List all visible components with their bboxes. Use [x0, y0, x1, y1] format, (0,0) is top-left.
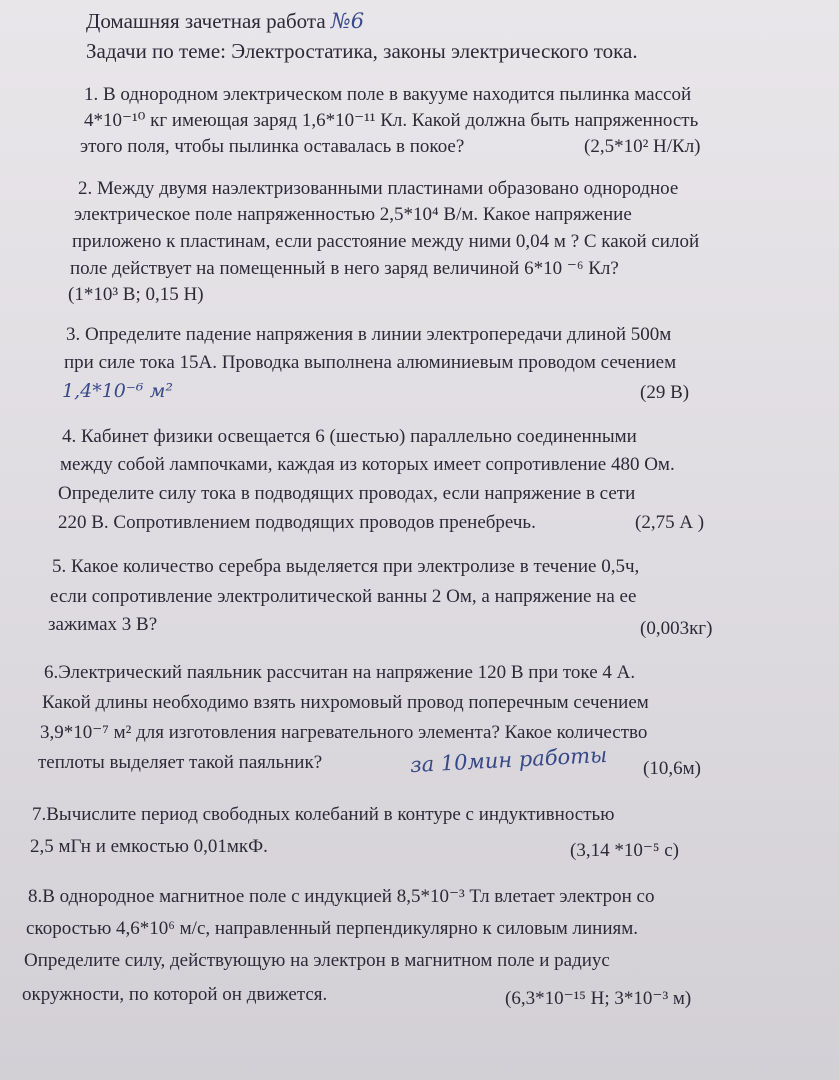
task-6-line: Какой длины необходимо взять нихромовый провод поперечным сечением — [42, 692, 649, 713]
task-5-line: если сопротивление электролитической ванны 2 Ом, а напряжение на ее — [50, 586, 637, 607]
task-4-line: между собой лампочками, каждая из которых имеет сопротивление 480 Ом. — [60, 454, 675, 475]
task-4-line: 220 В. Сопротивлением подводящих проводов пренебречь. — [58, 512, 536, 533]
task-3-answer: (29 В) — [640, 382, 690, 403]
document-title: Домашняя зачетная работа №6 — [86, 9, 365, 33]
task-8-answer: (6,3*10⁻¹⁵ Н; 3*10⁻³ м) — [505, 988, 692, 1009]
task-6-answer: (10,6м) — [643, 758, 701, 779]
task-1-answer: (2,5*10² Н/Кл) — [584, 136, 701, 157]
task-6-line: 6.Электрический паяльник рассчитан на напряжение 120 В при токе 4 А. — [44, 662, 636, 683]
task-2-line: приложено к пластинам, если расстояние между ними 0,04 м ? С какой силой — [72, 231, 700, 252]
task-4-answer: (2,75 А ) — [635, 512, 705, 533]
task-7-line: 7.Вычислите период свободных колебаний в контуре с индуктивностью — [32, 804, 615, 825]
task-5-answer: (0,003кг) — [640, 618, 713, 639]
task-6-line: 3,9*10⁻⁷ м² для изготовления нагревательного элемента? Какое количество — [40, 722, 648, 743]
handwritten-note: за 10мин работы — [409, 742, 608, 778]
task-6-line: теплоты выделяет такой паяльник? — [38, 752, 323, 773]
task-1-line: этого поля, чтобы пылинка оставалась в покое? — [80, 136, 465, 157]
task-7-line: 2,5 мГн и емкостью 0,01мкФ. — [30, 836, 268, 857]
task-7-answer: (3,14 *10⁻⁵ с) — [570, 840, 679, 861]
task-4-line: 4. Кабинет физики освещается 6 (шестью) параллельно соединенными — [62, 426, 637, 447]
task-5-line: 5. Какое количество серебра выделяется при электролизе в течение 0,5ч, — [52, 556, 640, 577]
task-4-line: Определите силу тока в подводящих проводах, если напряжение в сети — [58, 483, 636, 504]
task-8-line: 8.В однородное магнитное поле с индукцией 8,5*10⁻³ Тл влетает электрон со — [28, 886, 655, 907]
task-3-line: 3. Определите падение напряжения в линии электропередачи длиной 500м — [66, 324, 672, 345]
task-3-line: 1,4*10⁻⁶ м² — [62, 380, 173, 402]
task-2-line: поле действует на помещенный в него заряд величиной 6*10 ⁻⁶ Кл? — [70, 258, 619, 279]
task-2-line: 2. Между двумя наэлектризованными пластинами образовано однородное — [78, 178, 679, 199]
task-1-line: 4*10⁻¹⁰ кг имеющая заряд 1,6*10⁻¹¹ Кл. Какой должна быть напряженность — [84, 110, 699, 131]
task-1-line: 1. В однородном электрическом поле в вакууме находится пылинка массой — [84, 84, 692, 105]
work-number: №6 — [330, 9, 365, 33]
task-2-answer: (1*10³ В; 0,15 Н) — [68, 284, 204, 305]
task-8-line: окружности, по которой он движется. — [22, 984, 328, 1005]
task-2-line: электрическое поле напряженностью 2,5*10⁴ В/м. Какое напряжение — [74, 204, 632, 225]
task-8-line: скоростью 4,6*10⁶ м/с, направленный перпендикулярно к силовым линиям. — [26, 918, 639, 939]
task-8-line: Определите силу, действующую на электрон в магнитном поле и радиус — [24, 950, 610, 971]
topic-line: Задачи по теме: Электростатика, законы электрического тока. — [86, 39, 638, 63]
task-3-line: при силе тока 15А. Проводка выполнена алюминиевым проводом сечением — [64, 352, 677, 373]
task-5-line: зажимах 3 В? — [48, 614, 158, 635]
